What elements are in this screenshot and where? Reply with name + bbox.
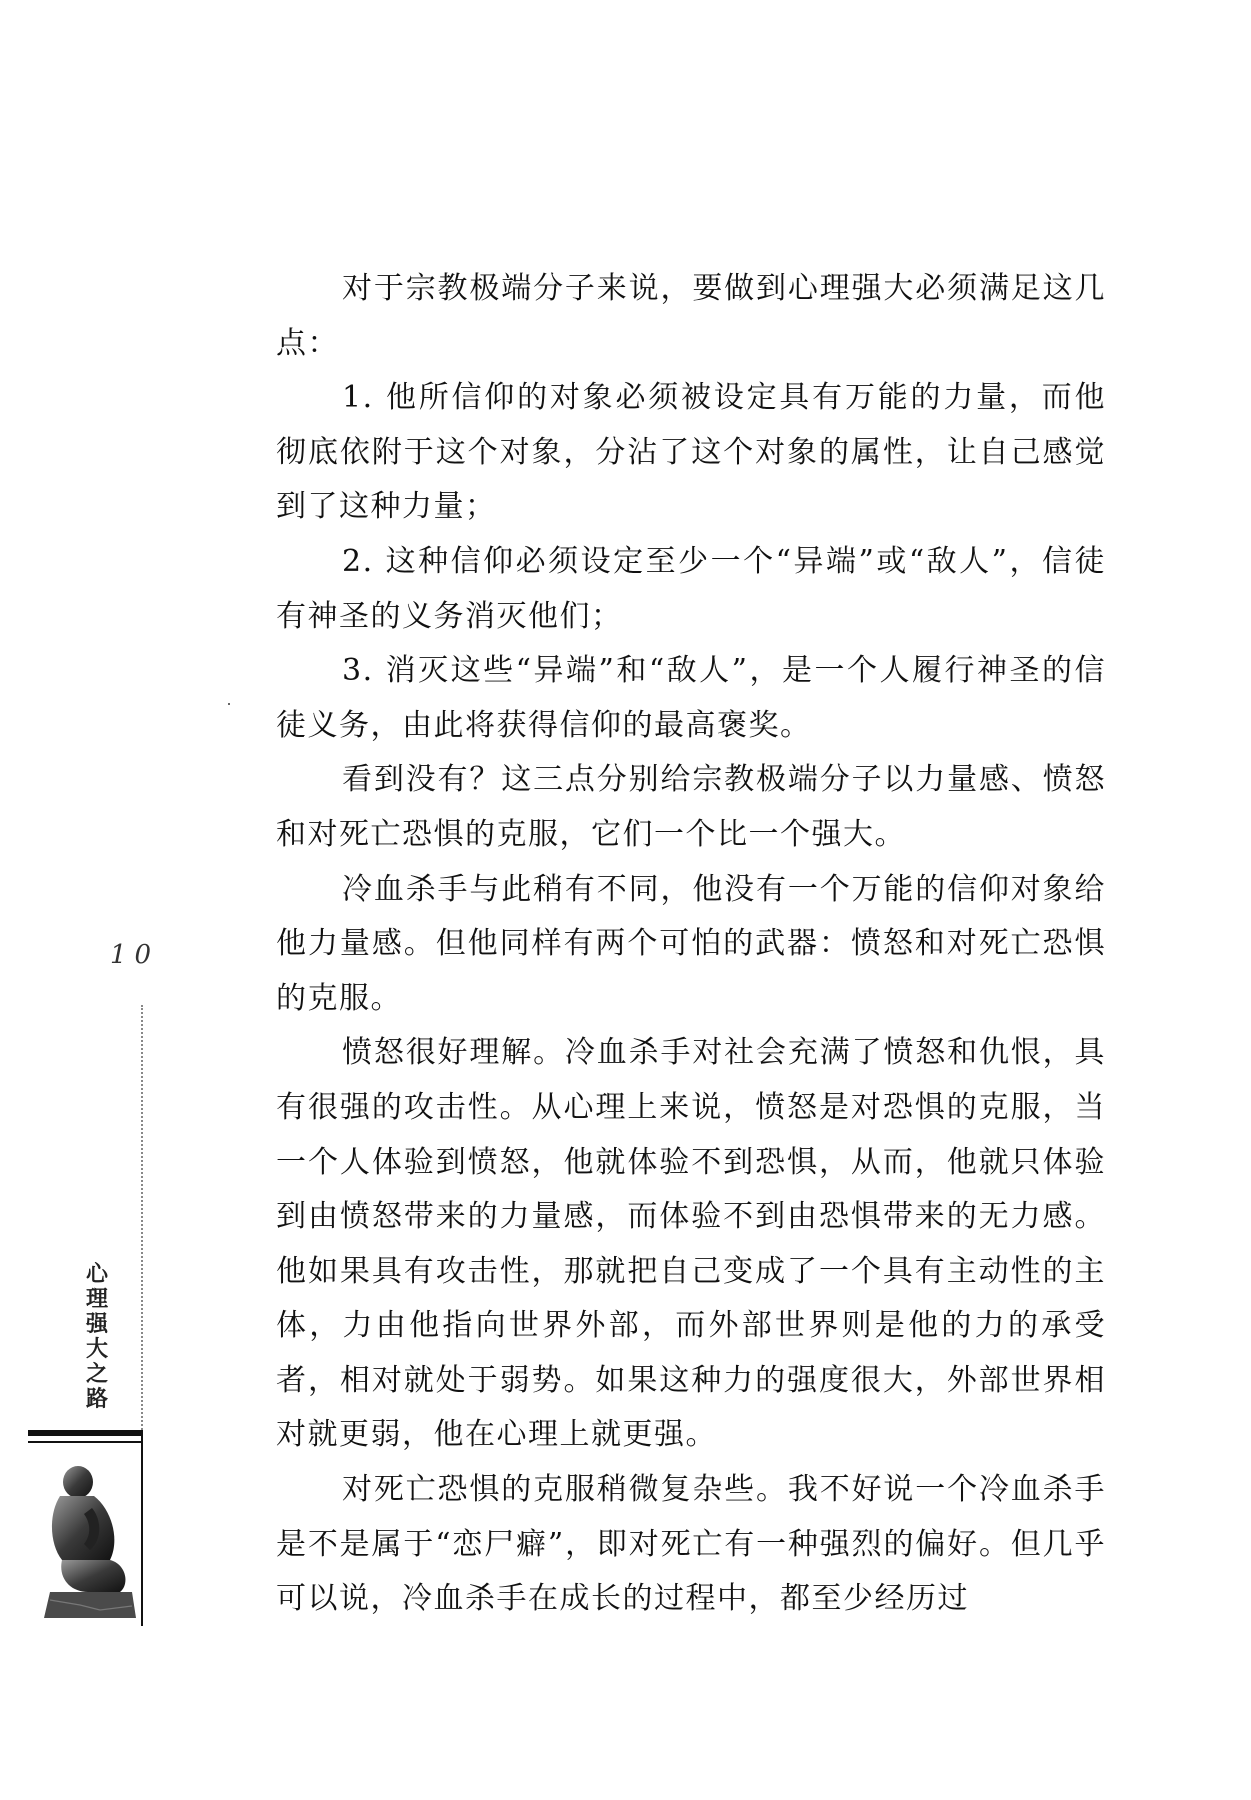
- thinker-sculpture-image: [40, 1460, 138, 1620]
- running-title: 心理强大之路: [85, 1262, 108, 1412]
- page-number: 10: [110, 940, 160, 970]
- paragraph: 愤怒很好理解。冷血杀手对社会充满了愤怒和仇恨，具有很强的攻击性。从心理上来说，愤怒是对恐惧的克服，当一个人体验到愤怒，他就体验不到恐惧，从而，他就只体验到由愤怒带来的力量感，而体验不到由恐惧带来的无力感。他如果具有攻击性，那就把自己变成了一个具有主动性的主体，力由他指向世界外部，而外部世界则是他的力的承受者，相对就处于弱势。如果这种力的强度很大，外部世界相对就更弱，他在心理上就更强。: [276, 1035, 1106, 1453]
- paragraph: 3. 消灭这些“异端”和“敌人”，是一个人履行神圣的信徒义务，由此将获得信仰的最高褒奖。: [276, 653, 1106, 743]
- margin-dotted-rule: [141, 1005, 143, 1450]
- paragraph: 2. 这种信仰必须设定至少一个“异端”或“敌人”，信徒有神圣的义务消灭他们；: [276, 543, 1106, 634]
- margin-rule-thin: [28, 1441, 143, 1443]
- paragraph: 1. 他所信仰的对象必须被设定具有万能的力量，而他彻底依附于这个对象，分沾了这个对象的属性，让自己感觉到了这种力量；: [276, 380, 1106, 525]
- paragraph: 对死亡恐惧的克服稍微复杂些。我不好说一个冷血杀手是不是属于“恋尸癖”，即对死亡有一种强烈的偏好。但几乎可以说，冷血杀手在成长的过程中，都至少经历过: [276, 1472, 1106, 1617]
- paragraph: 看到没有？这三点分别给宗教极端分子以力量感、愤怒和对死亡恐惧的克服，它们一个比一个强大。: [276, 762, 1106, 852]
- paragraph: 冷血杀手与此稍有不同，他没有一个万能的信仰对象给他力量感。但他同样有两个可怕的武器：愤怒和对死亡恐惧的克服。: [276, 871, 1106, 1016]
- body-text: [276, 262, 1106, 1627]
- margin-rule-thick: [28, 1430, 143, 1436]
- margin-rule-vertical: [141, 1436, 143, 1626]
- scan-speck: [228, 703, 230, 705]
- paragraph: 对于宗教极端分子来说，要做到心理强大必须满足这几点：: [276, 271, 1106, 361]
